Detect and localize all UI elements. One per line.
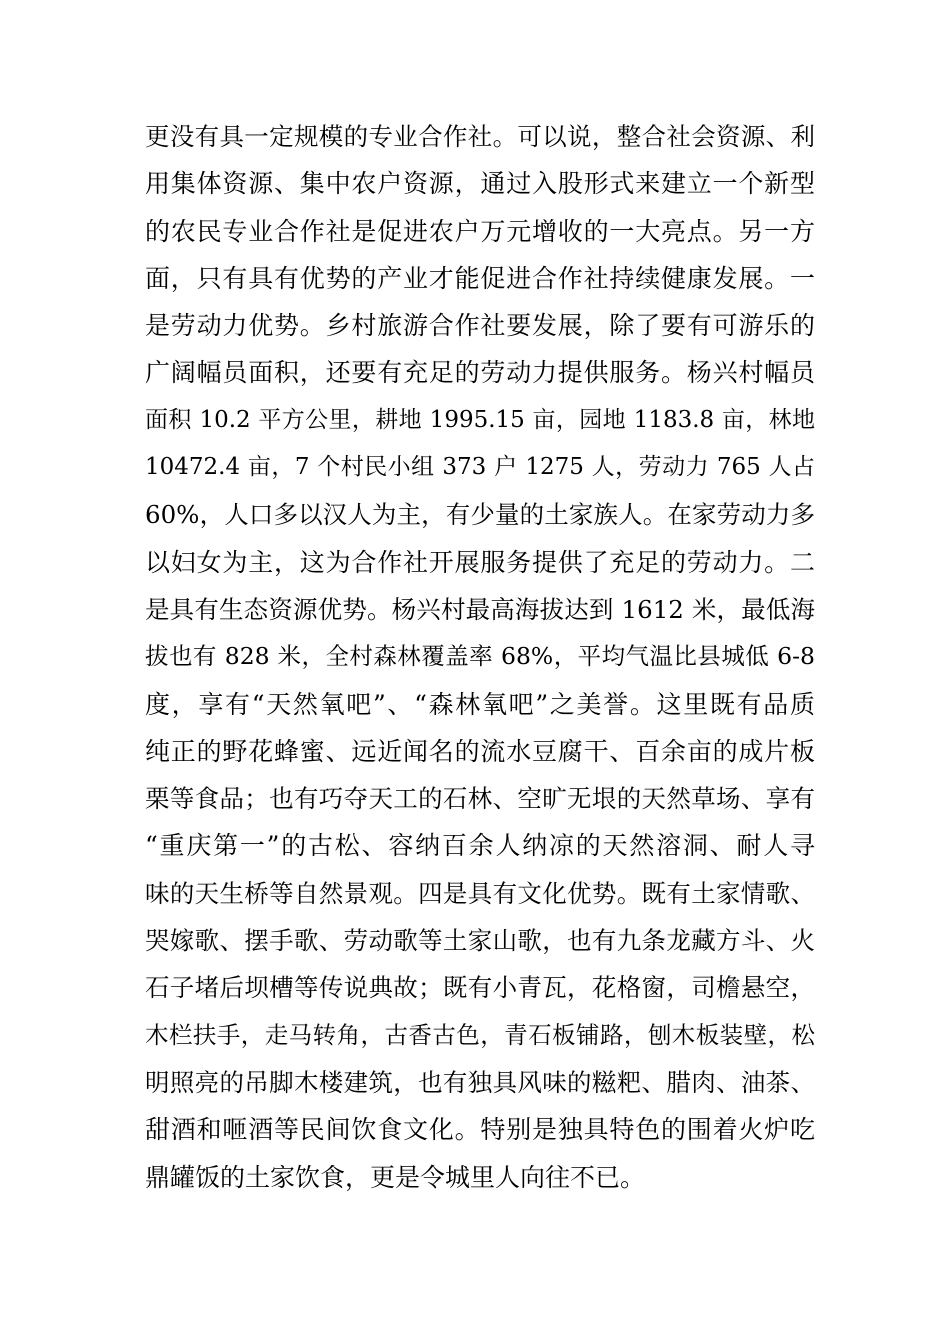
text-line: 更没有具一定规模的专业合作社。可以说，整合社会资源、利	[145, 122, 815, 151]
text-line: 石子堵后坝槽等传说典故；既有小青瓦，花格窗，司檐悬空，	[145, 973, 815, 1003]
text-line: 哭嫁歌、摆手歌、劳动歌等土家山歌，也有九条龙藏方斗、火	[145, 926, 815, 956]
text-line: 60%，人口多以汉人为主，有少量的土家族人。在家劳动力多	[145, 500, 815, 530]
text-line: 的农民专业合作社是促进农户万元增收的一大亮点。另一方	[145, 216, 815, 246]
text-line: 10472.4 亩，7 个村民小组 373 户 1275 人，劳动力 765 人占	[145, 454, 815, 481]
text-line: “重庆第一”的古松、容纳百余人纳凉的天然溶洞、耐人寻	[145, 831, 815, 861]
text-line: 广阔幅员面积，还要有充足的劳动力提供服务。杨兴村幅员	[145, 358, 815, 388]
text-line: 度，享有“天然氧吧”、“森林氧吧”之美誉。这里既有品质	[145, 689, 815, 719]
text-line: 是劳动力优势。乡村旅游合作社要发展，除了要有可游乐的	[145, 311, 815, 341]
text-line: 用集体资源、集中农户资源，通过入股形式来建立一个新型	[145, 169, 815, 199]
text-line: 面，只有具有优势的产业才能促进合作社持续健康发展。一	[145, 263, 815, 293]
body-paragraph	[145, 113, 815, 1201]
text-line: 甜酒和咂酒等民间饮食文化。特别是独具特色的围着火炉吃	[145, 1115, 815, 1145]
text-line: 是具有生态资源优势。杨兴村最高海拔达到 1612 米，最低海	[145, 594, 815, 624]
text-line: 纯正的野花蜂蜜、远近闻名的流水豆腐干、百余亩的成片板	[145, 736, 815, 766]
text-line: 面积 10.2 平方公里，耕地 1995.15 亩，园地 1183.8 亩，林地	[145, 406, 815, 433]
text-line: 明照亮的吊脚木楼建筑，也有独具风味的糍粑、腊肉、油茶、	[145, 1067, 815, 1097]
text-line: 栗等食品；也有巧夺天工的石林、空旷无垠的天然草场、享有	[145, 784, 815, 814]
text-line-last: 鼎罐饭的土家饮食，更是令城里人向往不已。	[145, 1162, 646, 1192]
text-line: 味的天生桥等自然景观。四是具有文化优势。既有土家情歌、	[145, 878, 815, 908]
text-line: 拔也有 828 米，全村森林覆盖率 68%，平均气温比县城低 6-8	[145, 642, 815, 671]
text-line: 以妇女为主，这为合作社开展服务提供了充足的劳动力。二	[145, 547, 815, 577]
text-line: 木栏扶手，走马转角，古香古色，青石板铺路，刨木板装壁，松	[145, 1020, 815, 1049]
